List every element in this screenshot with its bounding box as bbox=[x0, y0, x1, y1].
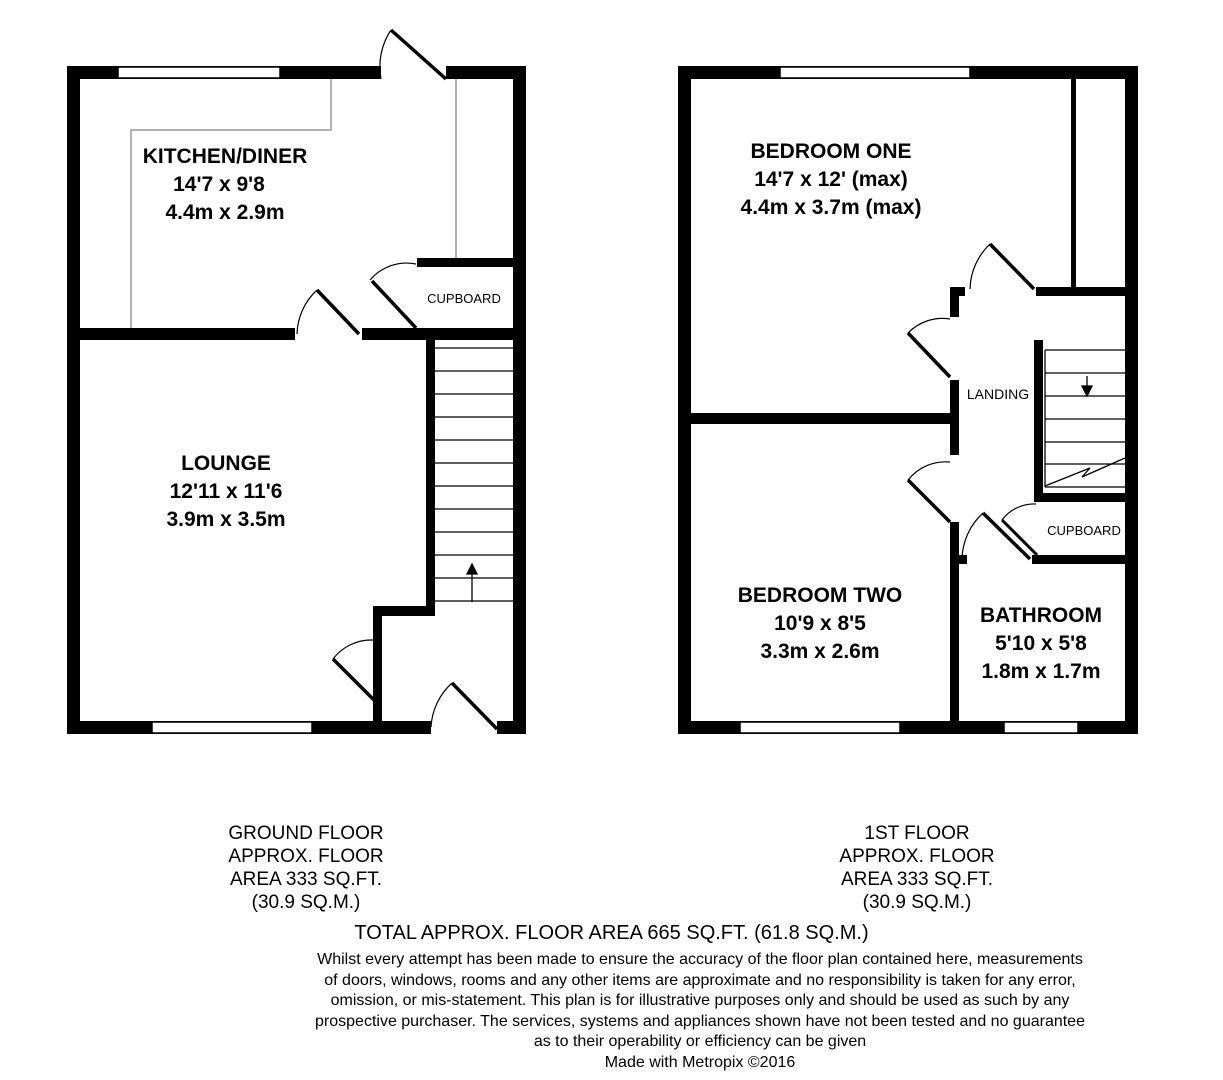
bathroom-room bbox=[980, 604, 1102, 683]
lounge-name: LOUNGE bbox=[181, 452, 271, 475]
bathroom-name: BATHROOM bbox=[979, 604, 1103, 627]
bathroom-imperial: 5'10 x 5'8 bbox=[995, 632, 1087, 655]
kitchen-room bbox=[143, 145, 308, 224]
lounge-metric: 3.9m x 3.5m bbox=[166, 508, 286, 531]
ground-interior-walls bbox=[80, 258, 513, 721]
first-floor-plan bbox=[678, 66, 1138, 734]
ground-caption-line: APPROX. FLOOR bbox=[228, 846, 384, 867]
bedroom-two-window bbox=[740, 722, 900, 733]
credit: Made with Metropix ©2016 bbox=[604, 1053, 796, 1071]
bedroom-two-metric: 3.3m x 2.6m bbox=[760, 640, 880, 663]
bedroom-one-window bbox=[780, 67, 970, 78]
disclaimer-line: Whilst every attempt has been made to ensure the accuracy of the floor plan contained here, measurements bbox=[317, 951, 1083, 968]
ground-doors bbox=[297, 30, 497, 729]
bathroom-window bbox=[1004, 722, 1078, 733]
lounge-window bbox=[152, 722, 312, 733]
ground-caption-line: AREA 333 SQ.FT. bbox=[229, 869, 383, 890]
lounge-room bbox=[166, 452, 285, 531]
first-caption-line: 1ST FLOOR bbox=[864, 823, 970, 844]
bedroom-one-name: BEDROOM ONE bbox=[750, 140, 912, 163]
disclaimer bbox=[240, 950, 1160, 1073]
first-cupboard-label: CUPBOARD bbox=[1047, 523, 1121, 538]
ground-stairs bbox=[435, 348, 513, 602]
bedroom-two-room bbox=[738, 584, 902, 663]
disclaimer-line: prospective purchaser. The services, systems and appliances shown have not been tested and no guarantee bbox=[315, 1012, 1085, 1030]
first-caption-line: (30.9 SQ.M.) bbox=[862, 892, 972, 913]
kitchen-imperial: 14'7 x 9'8 bbox=[173, 173, 265, 196]
ground-floor-plan bbox=[67, 30, 526, 734]
disclaimer-line: omission, or mis-statement. This plan is for illustrative purposes only and should be used as such by any bbox=[330, 992, 1070, 1009]
bedroom-one-imperial: 14'7 x 12' (max) bbox=[754, 168, 908, 191]
kitchen-name: KITCHEN/DINER bbox=[142, 145, 308, 168]
kitchen-metric: 4.4m x 2.9m bbox=[165, 201, 285, 224]
total-floor-area: TOTAL APPROX. FLOOR AREA 665 SQ.FT. (61.8 SQ.M.) bbox=[354, 922, 869, 944]
first-caption-line: AREA 333 SQ.FT. bbox=[840, 869, 994, 890]
kitchen-window bbox=[118, 67, 280, 78]
disclaimer-line: of doors, windows, rooms and any other items are approximate and no responsibility is taken for any error, bbox=[324, 971, 1076, 989]
bedroom-one-room bbox=[741, 140, 922, 219]
ground-caption-line: GROUND FLOOR bbox=[228, 823, 384, 844]
first-stairs bbox=[1045, 350, 1125, 487]
bedroom-two-imperial: 10'9 x 8'5 bbox=[774, 612, 866, 635]
bedroom-one-metric: 4.4m x 3.7m (max) bbox=[740, 196, 922, 219]
ground-floor-caption bbox=[196, 822, 416, 914]
bathroom-metric: 1.8m x 1.7m bbox=[981, 660, 1101, 683]
first-floor-caption bbox=[807, 822, 1027, 914]
ground-cupboard-label: CUPBOARD bbox=[427, 291, 501, 306]
disclaimer-line: as to their operability or efficiency can be given bbox=[533, 1033, 867, 1050]
landing-label: LANDING bbox=[966, 386, 1030, 402]
lounge-imperial: 12'11 x 11'6 bbox=[169, 480, 283, 503]
ground-caption-line: (30.9 SQ.M.) bbox=[251, 892, 361, 913]
bedroom-two-name: BEDROOM TWO bbox=[737, 584, 903, 607]
first-caption-line: APPROX. FLOOR bbox=[839, 846, 995, 867]
